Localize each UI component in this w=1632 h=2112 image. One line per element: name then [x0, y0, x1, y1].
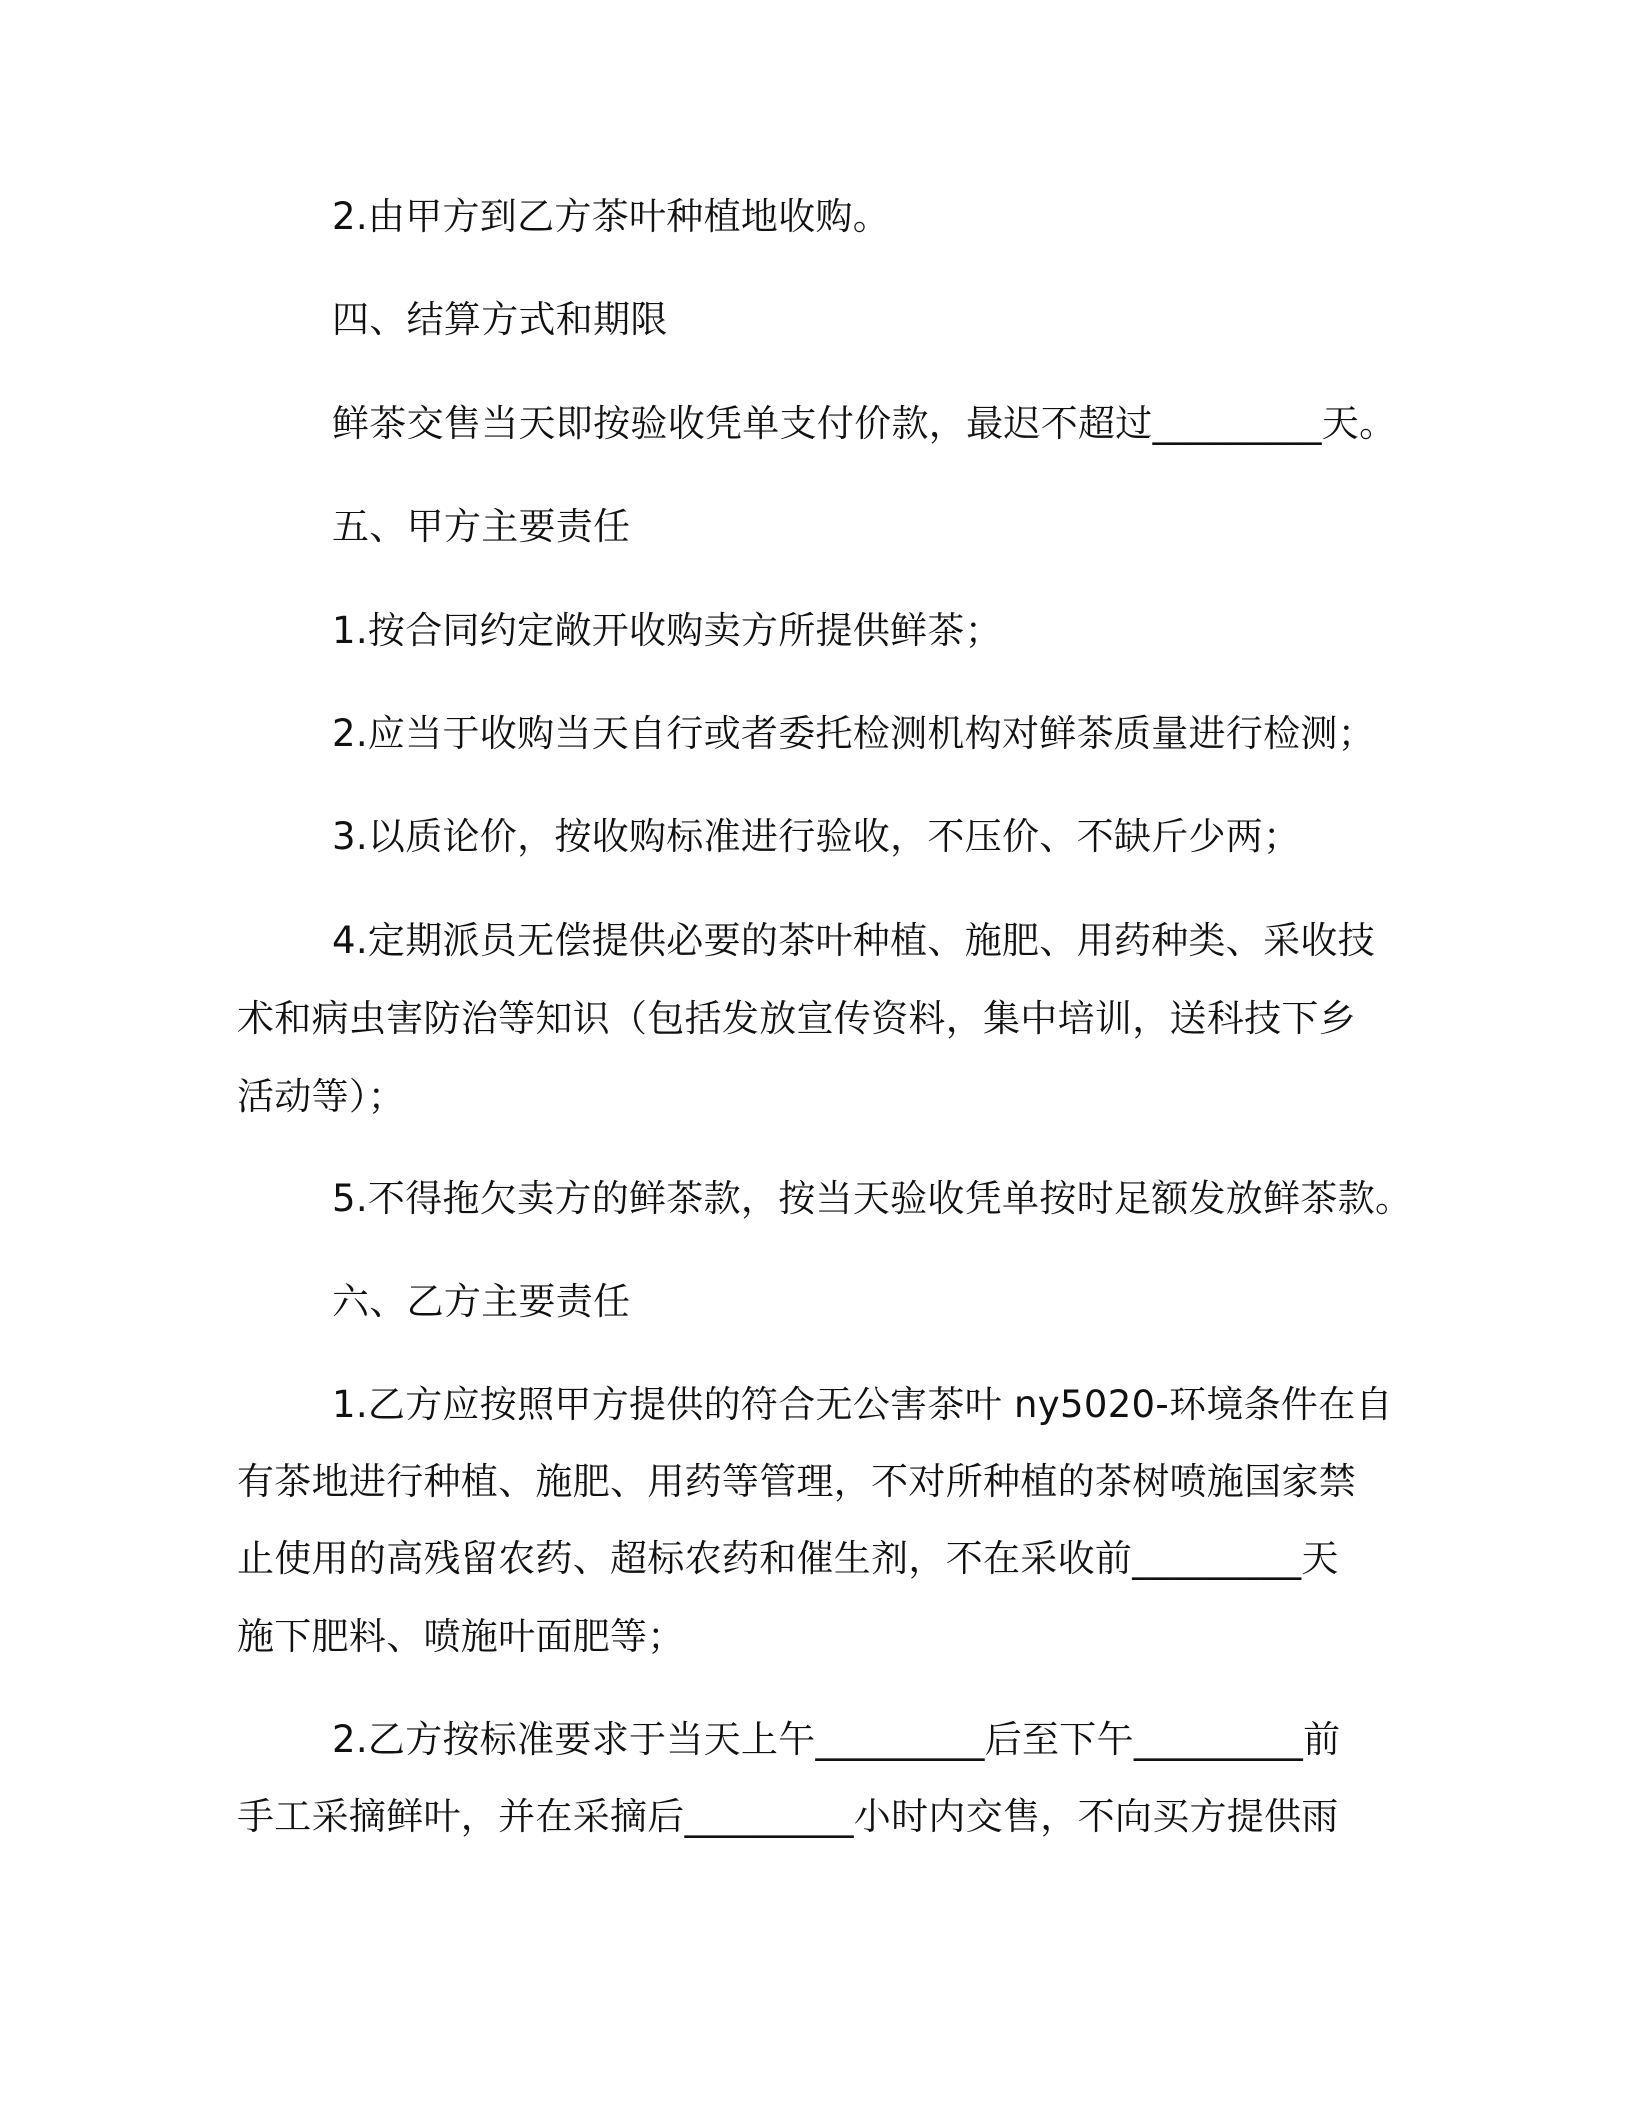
text-line-14: 有茶地进行种植、施肥、用药等管理，不对所种植的茶树喷施国家禁 — [237, 1460, 1356, 1503]
text-line-16: 施下肥料、喷施叶面肥等； — [237, 1615, 685, 1658]
text-line-18: 手工采摘鲜叶，并在采摘后_________小时内交售，不向买方提供雨 — [237, 1795, 1339, 1838]
text-line-13: 1.乙方应按照甲方提供的符合无公害茶叶 ny5020-环境条件在自 — [332, 1383, 1393, 1426]
text-line-3: 鲜茶交售当天即按验收凭单支付价款，最迟不超过_________天。 — [332, 402, 1397, 445]
section-heading-5: 五、甲方主要责任 — [332, 505, 631, 548]
text-line-6: 2.应当于收购当天自行或者委托检测机构对鲜茶质量进行检测； — [332, 712, 1375, 755]
text-line-7: 3.以质论价，按收购标准进行验收，不压价、不缺斤少两； — [332, 815, 1301, 858]
text-line-15: 止使用的高残留农药、超标农药和催生剂，不在采收前_________天 — [237, 1537, 1339, 1580]
text-line-5: 1.按合同约定敞开收购卖方所提供鲜茶； — [332, 609, 1003, 652]
text-line-8: 4.定期派员无偿提供必要的茶叶种植、施肥、用药种类、采收技 — [332, 919, 1375, 962]
text-line-10: 活动等）； — [237, 1075, 405, 1118]
section-heading-6: 六、乙方主要责任 — [332, 1280, 631, 1323]
text-line-1: 2.由甲方到乙方茶叶种植地收购。 — [332, 195, 891, 238]
section-heading-4: 四、结算方式和期限 — [332, 298, 668, 341]
text-line-9: 术和病虫害防治等知识（包括发放宣传资料，集中培训，送科技下乡 — [237, 997, 1356, 1040]
text-line-11: 5.不得拖欠卖方的鲜茶款，按当天验收凭单按时足额发放鲜茶款。 — [332, 1177, 1413, 1220]
text-line-17: 2.乙方按标准要求于当天上午_________后至下午_________前 — [332, 1718, 1341, 1761]
